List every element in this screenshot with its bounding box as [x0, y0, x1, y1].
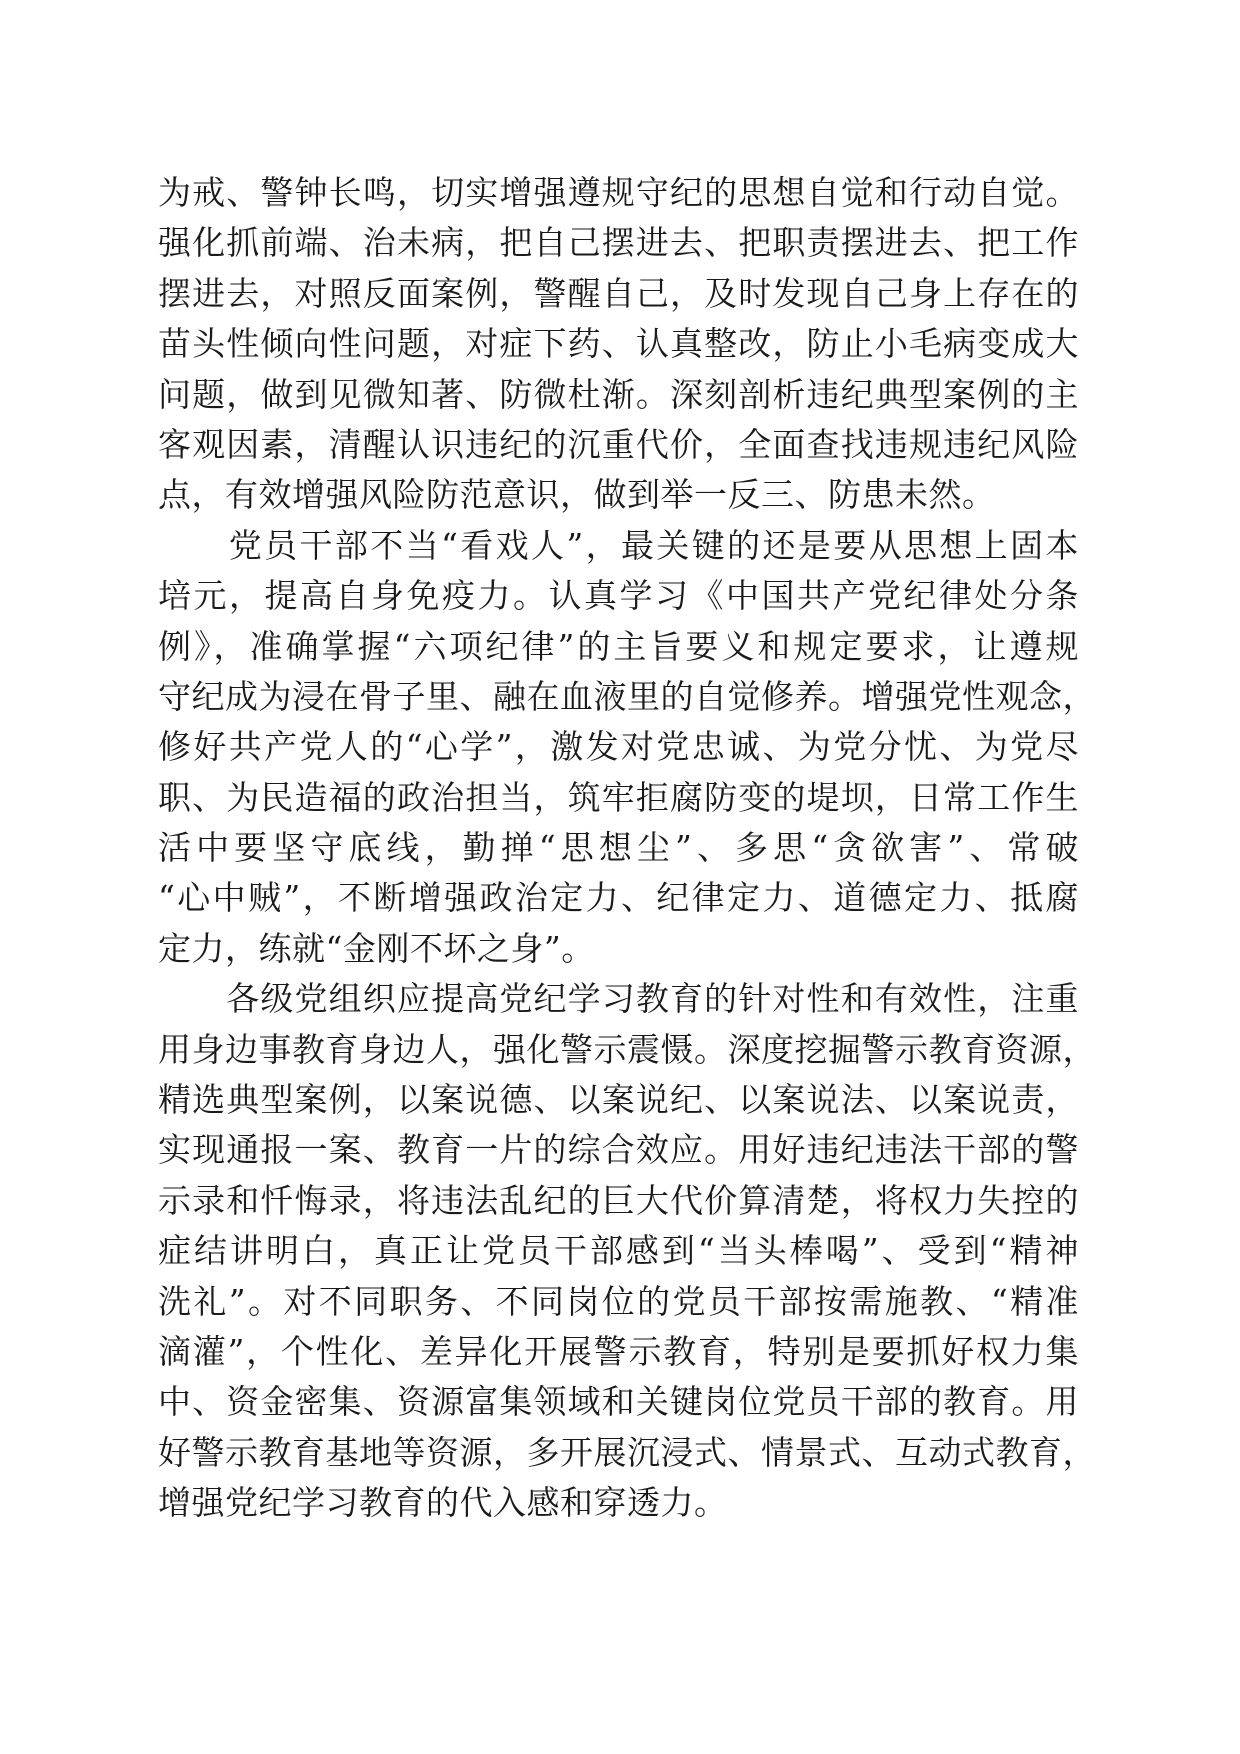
text-line: 培元，提高自身免疫力。认真学习《中国共产党纪律处分条 — [158, 576, 1079, 616]
text-line: 滴灌”，个性化、差异化开展警示教育，特别是要抓好权力集 — [158, 1331, 1079, 1371]
text-line: 客观因素，清醒认识违纪的沉重代价，全面查找违规违纪风险 — [158, 424, 1079, 464]
text-line: 修好共产党人的“心学”，激发对党忠诚、为党分忧、为党尽 — [158, 727, 1079, 767]
text-line: 为戒、警钟长鸣，切实增强遵规守纪的思想自觉和行动自觉。 — [158, 173, 1079, 212]
text-line: 摆进去，对照反面案例，警醒自己，及时发现自己身上存在的 — [158, 273, 1079, 313]
text-line: 职、为民造福的政治担当，筑牢拒腐防变的堤坝，日常工作生 — [158, 777, 1079, 817]
text-line: 活中要坚守底线，勤掸“思想尘”、多思“贪欲害”、常破 — [158, 828, 1079, 868]
text-line: 各级党组织应提高党纪学习教育的针对性和有效性，注重 — [158, 979, 1079, 1019]
text-line: 洗礼”。对不同职务、不同岗位的党员干部按需施教、“精准 — [158, 1281, 1079, 1321]
text-line: 中、资金密集、资源富集领域和关键岗位党员干部的教育。用 — [158, 1382, 1079, 1422]
text-line: 好警示教育基地等资源，多开展沉浸式、情景式、互动式教育， — [158, 1432, 1096, 1472]
text-line: 强化抓前端、治未病，把自己摆进去、把职责摆进去、把工作 — [158, 223, 1079, 263]
text-line: 苗头性倾向性问题，对症下药、认真整改，防止小毛病变成大 — [158, 324, 1079, 364]
text-line: 症结讲明白，真正让党员干部感到“当头棒喝”、受到“精神 — [158, 1231, 1079, 1271]
paragraph-end-line: 增强党纪学习教育的代入感和穿透力。 — [158, 1483, 728, 1523]
text-line: 示录和忏悔录，将违法乱纪的巨大代价算清楚，将权力失控的 — [158, 1180, 1079, 1220]
text-line: 精选典型案例，以案说德、以案说纪、以案说法、以案说责， — [158, 1080, 1079, 1120]
text-line: 守纪成为浸在骨子里、融在血液里的自觉修养。增强党性观念， — [158, 676, 1096, 716]
text-line: 党员干部不当“看戏人”，最关键的还是要从思想上固本 — [158, 525, 1079, 565]
paragraph-end-line: 定力，练就“金刚不坏之身”。 — [158, 928, 595, 968]
text-line: 例》，准确掌握“六项纪律”的主旨要义和规定要求，让遵规 — [158, 626, 1079, 666]
text-line: 用身边事教育身边人，强化警示震慑。深度挖掘警示教育资源， — [158, 1029, 1096, 1069]
text-line: 问题，做到见微知著、防微杜渐。深刻剖析违纪典型案例的主 — [158, 374, 1079, 414]
paragraph-end-line: 点，有效增强风险防范意识，做到举一反三、防患未然。 — [158, 475, 996, 515]
text-line: “心中贼”，不断增强政治定力、纪律定力、道德定力、抵腐 — [158, 878, 1079, 918]
text-line: 实现通报一案、教育一片的综合效应。用好违纪违法干部的警 — [158, 1130, 1079, 1170]
document-body — [158, 168, 1096, 1529]
